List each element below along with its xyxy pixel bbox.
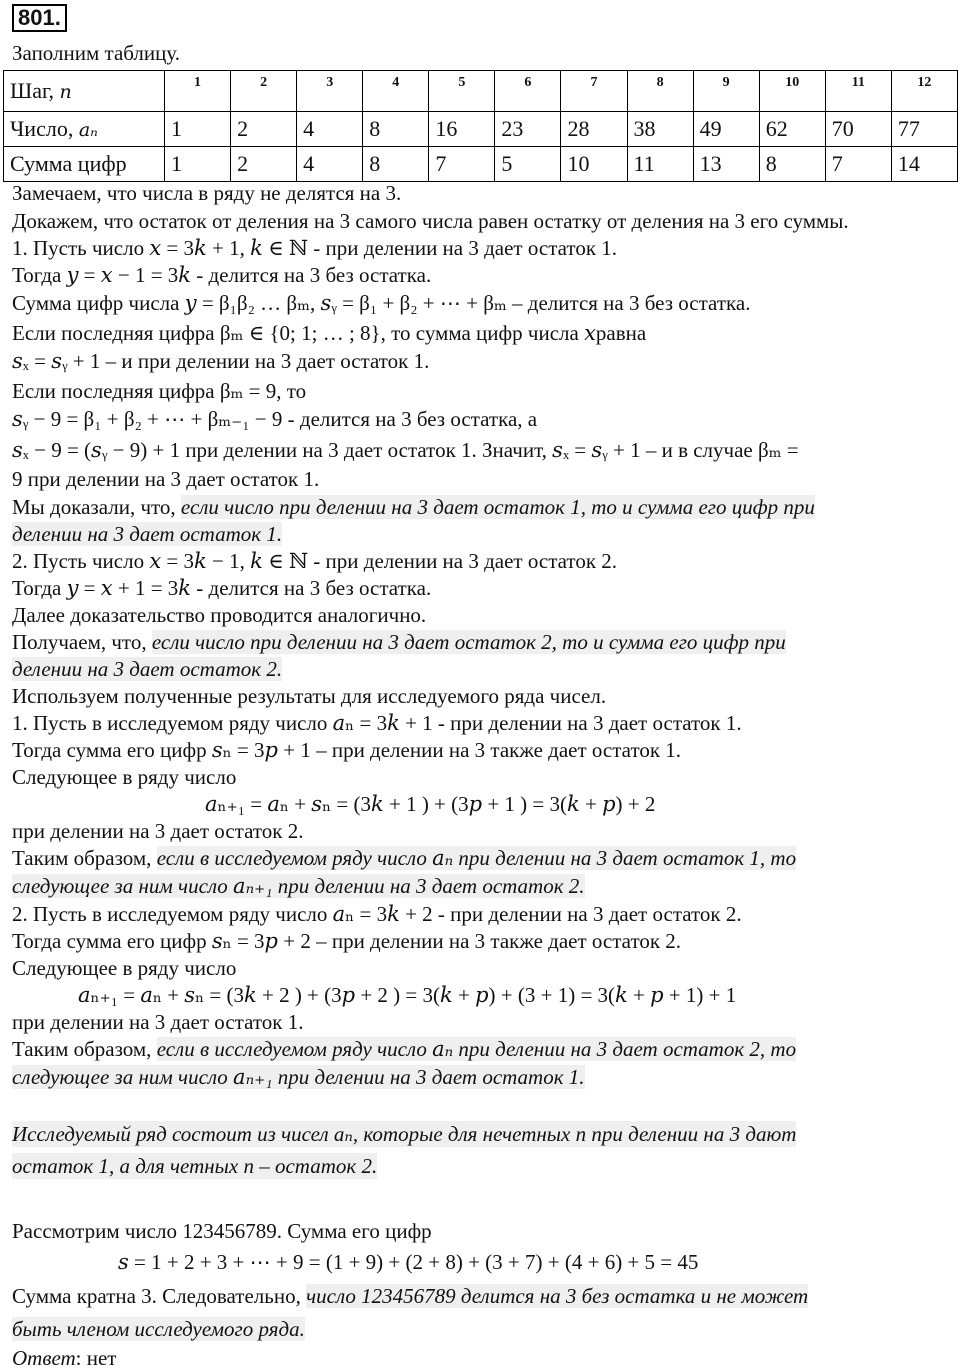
digit-sum-cell: 2	[231, 147, 297, 182]
number-cell: 49	[693, 112, 759, 147]
text-line: Если последняя цифра βₘ ∈ {0; 1; … ; 8}, то сумма цифр числа 𝑥равна	[12, 321, 647, 345]
thus-statement-1-cont: следующее за ним число 𝑎ₙ₊₁ при делении на 3 дает остаток 2.	[12, 874, 585, 898]
number-cell: 28	[561, 112, 627, 147]
number-cell: 2	[231, 112, 297, 147]
text-line: 9 при делении на 3 дает остаток 1.	[12, 467, 320, 491]
digit-sum-cell: 8	[759, 147, 825, 182]
sequence-table	[3, 70, 958, 182]
final-statement-cont: быть членом исследуемого ряда.	[12, 1317, 305, 1341]
digit-sum-cell: 10	[561, 147, 627, 182]
step-cell: 3	[297, 71, 363, 112]
row-label-number: Число, aₙ	[4, 112, 165, 147]
text-line: при делении на 3 дает остаток 1.	[12, 1010, 304, 1034]
problem-number: 801.	[12, 4, 67, 32]
thus-statement-1: Таким образом, если в исследуемом ряду число 𝑎ₙ при делении на 3 дает остаток 1, то	[12, 846, 797, 870]
step-cell: 8	[627, 71, 693, 112]
text-line: Тогда сумма его цифр 𝑠ₙ = 3𝑝 + 2 – при делении на 3 также дает остаток 2.	[12, 929, 682, 953]
digit-sum-cell: 11	[627, 147, 693, 182]
final-statement: Сумма кратна 3. Следовательно, число 123456789 делится на 3 без остатка и не может	[12, 1284, 809, 1308]
text-line: Замечаем, что числа в ряду не делятся на 3.	[12, 181, 402, 205]
digit-sum-cell: 5	[495, 147, 561, 182]
text-line: 2. Пусть число 𝑥 = 3𝑘 − 1, 𝑘 ∈ ℕ - при делении на 3 дает остаток 2.	[12, 549, 618, 573]
number-cell: 23	[495, 112, 561, 147]
thus-statement-2: Таким образом, если в исследуемом ряду число 𝑎ₙ при делении на 3 дает остаток 2, то	[12, 1037, 797, 1061]
formula-3: 𝑠 = 1 + 2 + 3 + ⋯ + 9 = (1 + 9) + (2 + 8) + (3 + 7) + (4 + 6) + 5 = 45	[118, 1250, 699, 1274]
proven-statement-2: Получаем, что, если число при делении на 3 дает остаток 2, то и сумма его цифр при	[12, 630, 786, 654]
text-line: Докажем, что остаток от деления на 3 самого числа равен остатку от деления на 3 его суммы.	[12, 209, 849, 233]
formula-1: 𝑎ₙ₊₁ = 𝑎ₙ + 𝑠ₙ = (3𝑘 + 1 ) + (3𝑝 + 1 ) = 3(𝑘 + 𝑝) + 2	[205, 792, 656, 816]
step-cell: 7	[561, 71, 627, 112]
digit-sum-cell: 8	[363, 147, 429, 182]
step-cell: 10	[759, 71, 825, 112]
text-line: Тогда сумма его цифр 𝑠ₙ = 3𝑝 + 1 – при делении на 3 также дает остаток 1.	[12, 738, 682, 762]
text-line: Далее доказательство проводится аналогично.	[12, 603, 427, 627]
text-line: 1. Пусть в исследуемом ряду число 𝑎ₙ = 3𝑘 + 1 - при делении на 3 дает остаток 1.	[12, 711, 742, 735]
consider-line: Рассмотрим число 123456789. Сумма его цифр	[12, 1219, 432, 1243]
text-line: при делении на 3 дает остаток 2.	[12, 819, 304, 843]
answer-line	[12, 1345, 116, 1371]
number-cell: 38	[627, 112, 693, 147]
number-cell: 77	[891, 112, 957, 147]
number-cell: 8	[363, 112, 429, 147]
digit-sum-cell: 13	[693, 147, 759, 182]
proven-statement-1: Мы доказали, что, если число при делении на 3 дает остаток 1, то и сумма его цифр при	[12, 495, 815, 519]
conclusion-line: Исследуемый ряд состоит из чисел aₙ, которые для нечетных n при делении на 3 дают	[12, 1122, 797, 1146]
number-cell: 62	[759, 112, 825, 147]
intro-text: Заполним таблицу.	[12, 41, 181, 65]
step-cell: 9	[693, 71, 759, 112]
digit-sum-cell: 14	[891, 147, 957, 182]
step-cell: 5	[429, 71, 495, 112]
number-cell: 4	[297, 112, 363, 147]
text-line: 𝑠ᵧ − 9 = β₁ + β₂ + ⋯ + βₘ₋₁ − 9 - делится на 3 без остатка, а	[12, 407, 538, 431]
text-line: Тогда 𝑦 = 𝑥 + 1 = 3𝑘 - делится на 3 без остатка.	[12, 576, 432, 600]
table-row	[4, 112, 958, 147]
number-cell: 16	[429, 112, 495, 147]
text-line: Следующее в ряду число	[12, 765, 237, 789]
step-cell: 1	[165, 71, 231, 112]
proven-statement-1-cont: делении на 3 дает остаток 1.	[12, 522, 283, 546]
step-cell: 6	[495, 71, 561, 112]
conclusion-line: остаток 1, а для четных n – остаток 2.	[12, 1154, 378, 1178]
text-line: 1. Пусть число 𝑥 = 3𝑘 + 1, 𝑘 ∈ ℕ - при делении на 3 дает остаток 1.	[12, 236, 618, 260]
row-label-digit-sum: Сумма цифр	[4, 147, 165, 182]
step-cell: 2	[231, 71, 297, 112]
text-line: Тогда 𝑦 = 𝑥 − 1 = 3𝑘 - делится на 3 без остатка.	[12, 263, 432, 287]
thus-statement-2-cont: следующее за ним число 𝑎ₙ₊₁ при делении на 3 дает остаток 1.	[12, 1065, 585, 1089]
text-line: 2. Пусть в исследуемом ряду число 𝑎ₙ = 3𝑘 + 2 - при делении на 3 дает остаток 2.	[12, 902, 742, 926]
answer-value: : нет	[75, 1346, 117, 1370]
text-line: Если последняя цифра βₘ = 9, то	[12, 379, 307, 403]
step-cell: 4	[363, 71, 429, 112]
table-row	[4, 147, 958, 182]
table-row	[4, 71, 958, 112]
proven-statement-2-cont: делении на 3 дает остаток 2.	[12, 657, 283, 681]
step-cell: 11	[825, 71, 891, 112]
text-line: Следующее в ряду число	[12, 956, 237, 980]
step-cell: 12	[891, 71, 957, 112]
text-line: Сумма цифр числа 𝑦 = β₁β₂ … βₘ, 𝑠ᵧ = β₁ + β₂ + ⋯ + βₘ – делится на 3 без остатка.	[12, 291, 751, 315]
number-cell: 1	[165, 112, 231, 147]
answer-label: Ответ	[12, 1346, 76, 1370]
digit-sum-cell: 1	[165, 147, 231, 182]
text-line: 𝑠ₓ − 9 = (𝑠ᵧ − 9) + 1 при делении на 3 дает остаток 1. Значит, 𝑠ₓ = 𝑠ᵧ + 1 – и в случае βₘ =	[12, 438, 799, 462]
number-cell: 70	[825, 112, 891, 147]
formula-2: 𝑎ₙ₊₁ = 𝑎ₙ + 𝑠ₙ = (3𝑘 + 2 ) + (3𝑝 + 2 ) = 3(𝑘 + 𝑝) + (3 + 1) = 3(𝑘 + 𝑝 + 1) + 1	[78, 983, 737, 1007]
digit-sum-cell: 7	[825, 147, 891, 182]
digit-sum-cell: 7	[429, 147, 495, 182]
digit-sum-cell: 4	[297, 147, 363, 182]
row-label-step: Шаг, n	[4, 71, 165, 112]
text-line: 𝑠ₓ = 𝑠ᵧ + 1 – и при делении на 3 дает остаток 1.	[12, 349, 430, 373]
text-line: Используем полученные результаты для исследуемого ряда чисел.	[12, 684, 607, 708]
